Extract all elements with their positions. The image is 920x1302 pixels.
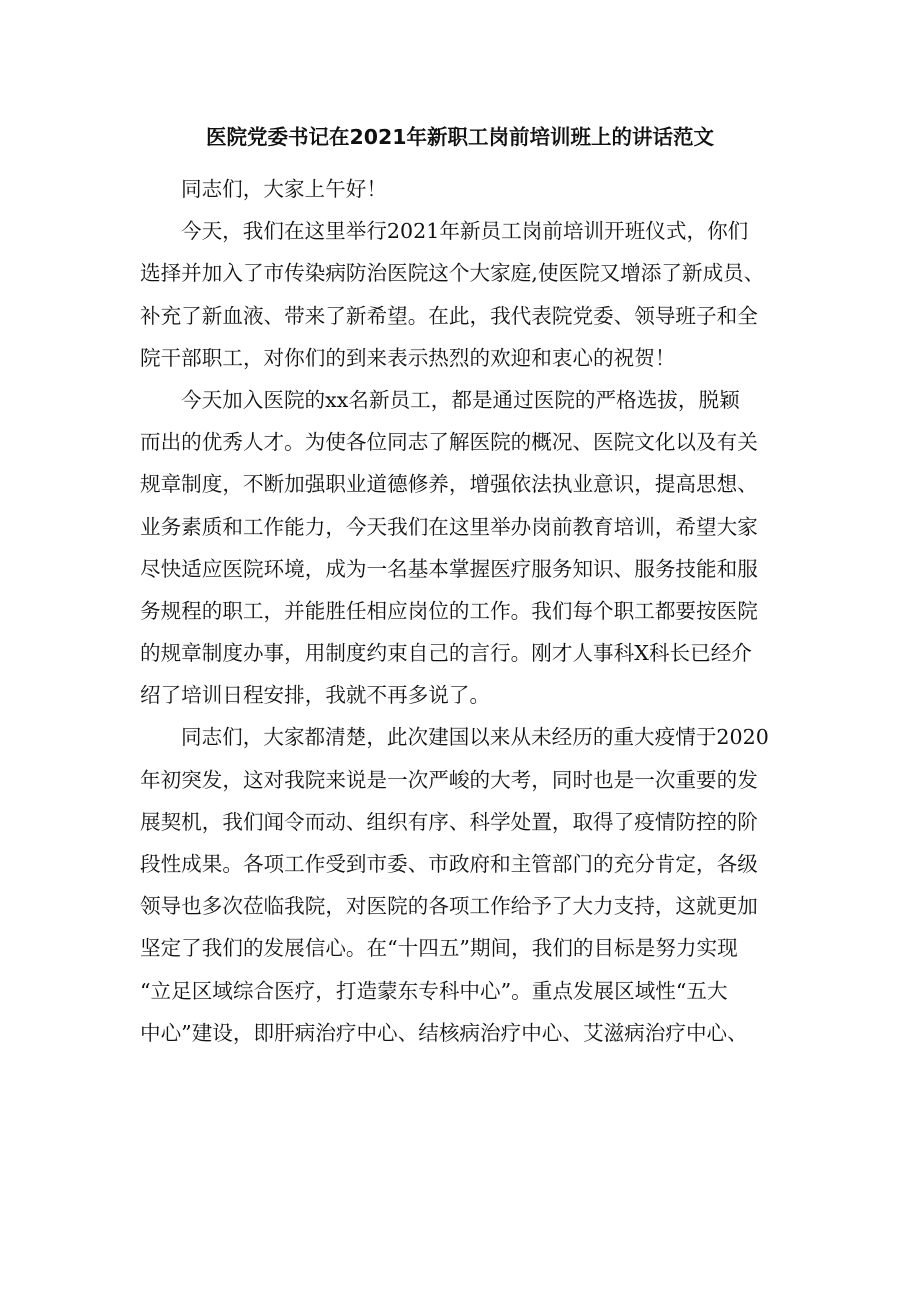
paragraph-welcome [140,210,780,379]
text-line: 同志们，大家都清楚，此次建国以来从未经历的重大疫情于2020 [181,725,769,750]
paragraph-greeting [140,168,780,210]
text-line: 规章制度，不断加强职业道德修养，增强依法执业意识，提高思想、 [140,472,758,497]
text-line: 同志们，大家上午好！ [181,177,387,201]
text-line: 选择并加入了市传染病防治医院这个大家庭,使医院又增添了新成员、 [140,261,765,286]
text-line: 段性成果。各项工作受到市委、市政府和主管部门的充分肯定，各级 [140,852,758,876]
text-line: 的规章制度办事，用制度约束自己的言行。刚才人事科X科长已经介 [140,641,752,666]
document-body [140,168,780,1054]
text-line: 业务素质和工作能力，今天我们在这里举办岗前教育培训，希望大家 [140,514,758,539]
text-line: 领导也多次莅临我院，对医院的各项工作给予了大力支持，这就更加 [140,894,758,919]
text-line: 展契机，我们闻令而动、组织有序、科学处置，取得了疫情防控的阶 [140,809,758,834]
document-title: 医院党委书记在2021年新职工岗前培训班上的讲话范文 [205,125,715,149]
text-line: 务规程的职工，并能胜任相应岗位的工作。我们每个职工都要按医院 [140,598,758,623]
text-line: 尽快适应医院环境，成为一名基本掌握医疗服务知识、服务技能和服 [140,556,758,581]
paragraph-training [140,379,780,717]
text-line: 院干部职工，对你们的到来表示热烈的欢迎和衷心的祝贺！ [140,345,676,370]
text-line: 补充了新血液、带来了新希望。在此，我代表院党委、领导班子和全 [140,303,758,328]
text-line: 中心”建设，即肝病治疗中心、结核病治疗中心、艾滋病治疗中心、 [140,1020,748,1045]
paragraph-development [140,716,780,1054]
text-line: 年初突发，这对我院来说是一次严峻的大考，同时也是一次重要的发 [140,767,758,792]
text-line: 而出的优秀人才。为使各位同志了解医院的概况、医院文化以及有关 [140,430,758,455]
text-line: 坚定了我们的发展信心。在“十四五”期间，我们的目标是努力实现 [140,936,738,961]
text-line: “立足区域综合医疗，打造蒙东专科中心”。重点发展区域性“五大 [140,978,728,1003]
text-line: 今天加入医院的xx名新员工，都是通过医院的严格选拔，脱颖 [181,387,740,412]
text-line: 今天，我们在这里举行2021年新员工岗前培训开班仪式，你们 [181,219,749,244]
text-line: 绍了培训日程安排，我就不再多说了。 [140,683,491,708]
